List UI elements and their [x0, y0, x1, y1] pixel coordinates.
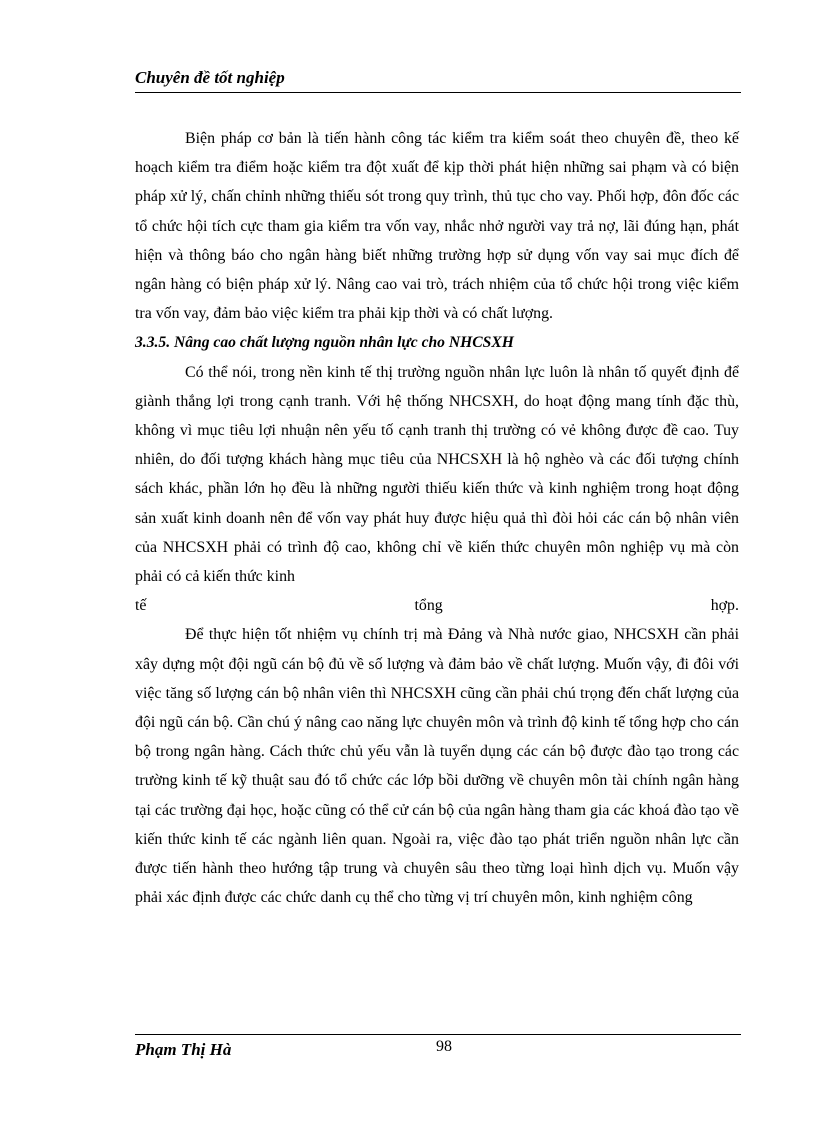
- header-rule: [135, 92, 741, 93]
- document-body: [135, 124, 739, 912]
- paragraph: Có thể nói, trong nền kinh tế thị trường nguồn nhân lực luôn là nhân tố quyết định để giành thắng lợi trong cạnh tranh. Với hệ thống NHCSXH, do hoạt động mang tính đặc thù, không vì mục tiêu lợi nhuận nên yếu tố cạnh tranh thị trường có vẻ không được đề cao. Tuy nhiên, do đối tượng khách hàng mục tiêu của NHCSXH là hộ nghèo và các đối tượng chính sách khác, phần lớn họ đều là những người thiếu kiến thức và kinh nghiệm trong hoạt động sản xuất kinh doanh nên để vốn vay phát huy được hiệu quả thì đòi hỏi các cán bộ nhân viên của NHCSXH phải có trình độ cao, không chỉ về kiến thức chuyên môn nghiệp vụ mà còn phải có cả kiến thức kinh: [135, 363, 739, 586]
- header-title: Chuyên đề tốt nghiệp: [135, 68, 285, 87]
- word: hợp.: [710, 597, 739, 615]
- justified-last-line: [135, 591, 739, 620]
- footer-rule: [135, 1034, 741, 1035]
- word: tổng: [414, 597, 443, 615]
- footer-author: Phạm Thị Hà: [135, 1040, 232, 1059]
- word: tế: [135, 597, 147, 615]
- section-heading: 3.3.5. Nâng cao chất lượng nguồn nhân lực cho NHCSXH: [135, 334, 514, 352]
- page-number: 98: [436, 1038, 452, 1055]
- paragraph: Biện pháp cơ bản là tiến hành công tác kiểm tra kiểm soát theo chuyên đề, theo kế hoạch kiểm tra điểm hoặc kiểm tra đột xuất để kịp thời phát hiện những sai phạm và có biện pháp xử lý, chấn chỉnh những thiếu sót trong quy trình, thủ tục cho vay. Phối hợp, đôn đốc các tổ chức hội tích cực tham gia kiểm tra vốn vay, nhắc nhở người vay trả nợ, lãi đúng hạn, phát hiện và thông báo cho ngân hàng biết những trường hợp sử dụng vốn vay sai mục đích để ngân hàng có biện pháp xử lý. Nâng cao vai trò, trách nhiệm của tổ chức hội trong việc kiểm tra vốn vay, đảm bảo việc kiểm tra phải kịp thời và có chất lượng.: [135, 130, 739, 323]
- paragraph: Để thực hiện tốt nhiệm vụ chính trị mà Đảng và Nhà nước giao, NHCSXH cần phải xây dựng một đội ngũ cán bộ đủ về số lượng và đảm bảo về chất lượng. Muốn vậy, đi đôi với việc tăng số lượng cán bộ nhân viên thì NHCSXH cũng cần phải chú trọng đến chất lượng của đội ngũ cán bộ. Cần chú ý nâng cao năng lực chuyên môn và trình độ kinh tế tổng hợp cho cán bộ trong ngân hàng. Cách thức chủ yếu vẫn là tuyển dụng các cán bộ được đào tạo trong các trường kinh tế kỹ thuật sau đó tổ chức các lớp bồi dưỡng về chuyên môn tài chính ngân hàng tại các trường đại học, hoặc cũng có thể cử cán bộ của ngân hàng tham gia các khoá đào tạo về kiến thức kinh tế các ngành liên quan. Ngoài ra, việc đào tạo phát triển nguồn nhân lực cần được tiến hành theo hướng tập trung và chuyên sâu theo từng loại hình dịch vụ. Muốn vậy phải xác định được các chức danh cụ thể cho từng vị trí chuyên môn, kinh nghiệm công: [135, 626, 739, 907]
